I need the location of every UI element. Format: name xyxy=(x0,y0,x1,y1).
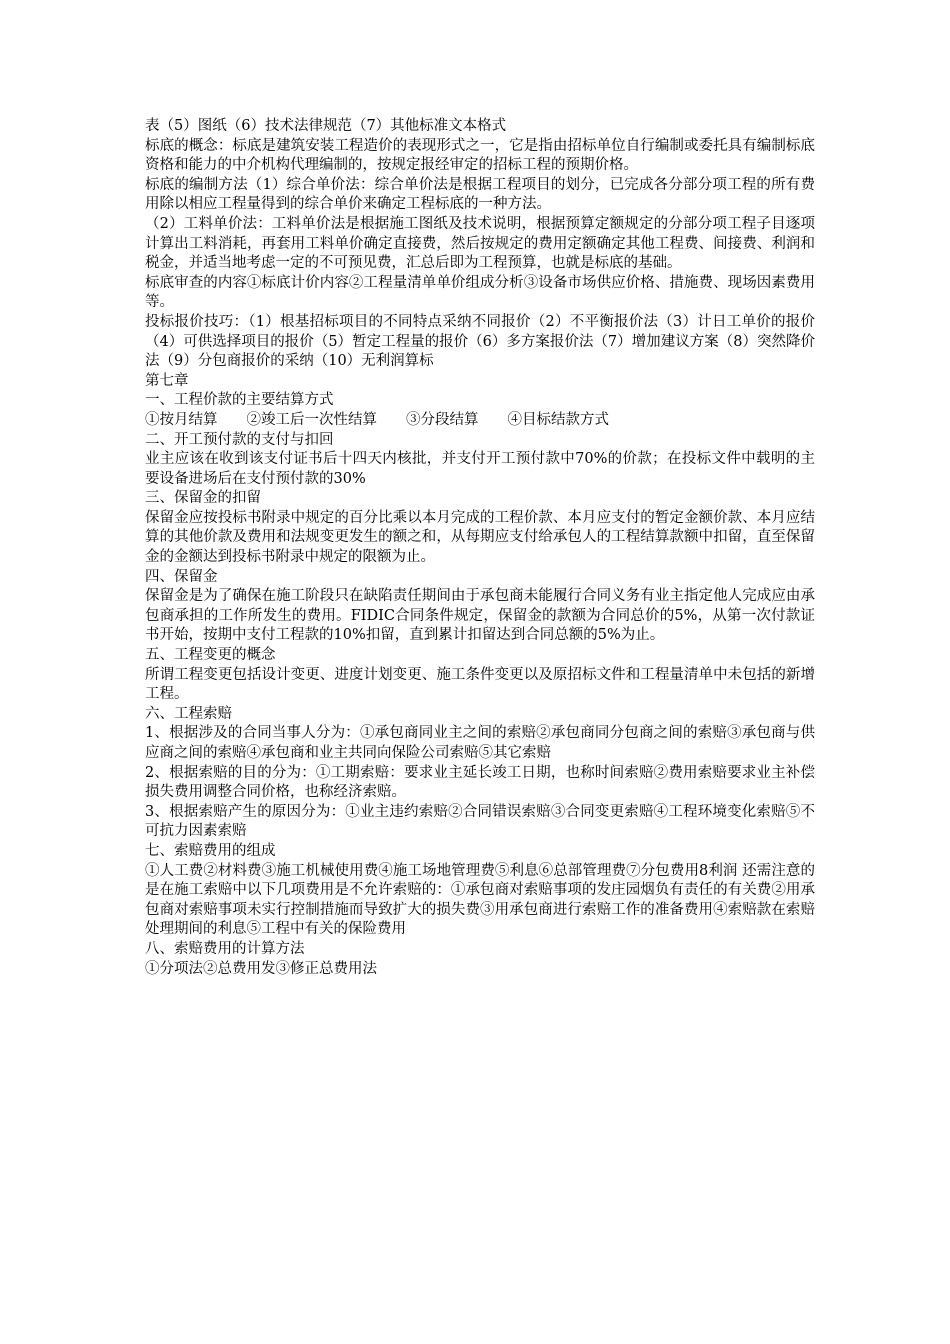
chapter-heading: 第七章 xyxy=(145,372,189,389)
paragraph-engineering-change: 所谓工程变更包括设计变更、进度计划变更、施工条件变更以及原招标文件和工程量清单中未包括的新增工程。 xyxy=(145,666,815,703)
paragraph-claims-causes: 3、根据索赔产生的原因分为：①业主违约索赔②合同错误索赔③合同变更索赔④工程环境变化索赔⑤不可抗力因素索赔 xyxy=(145,803,815,840)
paragraph-labor-material-unit-price: （2）工料单价法：工料单价法是根据施工图纸及技术说明，根据预算定额规定的分部分项工程子目逐项计算出工料消耗，再套用工料单价确定直接费，然后按规定的费用定额确定其他工程费、间接费、利润和税金，并适当地考虑一定的不可预见费，汇总后即为工程预算，也就是标底的基础。 xyxy=(145,215,815,272)
section-heading-2: 二、开工预付款的支付与扣回 xyxy=(145,431,334,448)
settlement-methods: ①按月结算 ②竣工后一次性结算 ③分段结算 ④目标结款方式 xyxy=(145,411,609,428)
paragraph-advance-payment: 业主应该在收到该支付证书后十四天内核批，并支付开工预付款中70%的价款；在投标文件中载明的主要设备进场后在支付预付款的30% xyxy=(145,451,815,487)
paragraph-bid-skills: 投标报价技巧：（1）根基招标项目的不同特点采纳不同报价（2）不平衡报价法（3）计日工单价的报价（4）可供选择项目的报价（5）暂定工程量的报价（6）多方案报价法（7）增加建议方案（8）突然降价法（9）分包商报价的采纳（10）无利润算标 xyxy=(145,313,815,370)
section-heading-4: 四、保留金 xyxy=(145,568,218,585)
section-heading-6: 六、工程索赔 xyxy=(145,705,232,722)
section-heading-7: 七、索赔费用的组成 xyxy=(145,842,276,859)
paragraph-claims-purpose: 2、根据索赔的目的分为：①工期索赔：要求业主延长竣工日期，也称时间索赔②费用索赔要求业主补偿损失费用调整合同价格，也称经济索赔。 xyxy=(145,764,815,801)
text-line-format: 表（5）图纸（6）技术法律规范（7）其他标准文本格式 xyxy=(145,118,507,134)
paragraph-bid-concept: 标底的概念：标底是建筑安装工程造价的表现形式之一，它是指由招标单位自行编制或委托具有编制标底资格和能力的中介机构代理编制的，按规定报经审定的招标工程的预期价格。 xyxy=(145,137,815,174)
section-heading-8: 八、索赔费用的计算方法 xyxy=(145,940,305,957)
section-heading-5: 五、工程变更的概念 xyxy=(145,647,276,664)
paragraph-comprehensive-unit-price: 标底的编制方法（1）综合单价法：综合单价法是根据工程项目的划分，已完成各分部分项工程的所有费用除以相应工程量得到的综合单价来确定工程标底的一种方法。 xyxy=(145,176,815,213)
paragraph-claim-costs: ①人工费②材料费③施工机械使用费④施工场地管理费⑤利息⑥总部管理费⑦分包费用8利润 还需注意的是在施工索赔中以下几项费用是不允许索赔的：①承包商对索赔事项的发庄园烟负有责任的有关费②用承包商对索赔事项未实行控制措施而导致扩大的损失费③用承包商进行索赔工作的准备费用④索赔款在索赔处理期间的利息⑤工程中有关的保险费用 xyxy=(145,862,815,938)
section-heading-3: 三、保留金的扣留 xyxy=(145,490,261,507)
paragraph-claims-parties: 1、根据涉及的合同当事人分为：①承包商同业主之间的索赔②承包商同分包商之间的索赔③承包商与供应商之间的索赔④承包商和业主共同向保险公司索赔⑤其它索赔 xyxy=(145,725,815,761)
document-page xyxy=(145,117,815,979)
paragraph-retention: 保留金是为了确保在施工阶段只在缺陷责任期间由于承包商未能履行合同义务有业主指定他人完成应由承包商承担的工作所发生的费用。FIDIC合同条件规定，保留金的款额为合同总价的5%，从第一次付款证书开始，按期中支付工程款的10%扣留，直到累计扣留达到合同总额的5%为止。 xyxy=(145,588,815,644)
paragraph-calculation-methods: ①分项法②总费用发③修正总费用法 xyxy=(145,960,377,977)
section-heading-1: 一、工程价款的主要结算方式 xyxy=(145,392,334,409)
paragraph-bid-review: 标底审查的内容①标底计价内容②工程量清单单价组成分析③设备市场供应价格、措施费、现场因素费用等。 xyxy=(145,274,815,311)
paragraph-retention-deduction: 保留金应按投标书附录中规定的百分比乘以本月完成的工程价款、本月应支付的暂定金额价款、本月应结算的其他价款及费用和法规变更发生的额之和，从每期应支付给承包人的工程结算款额中扣留，直至保留金的金额达到投标书附录中规定的限额为止。 xyxy=(145,509,815,566)
